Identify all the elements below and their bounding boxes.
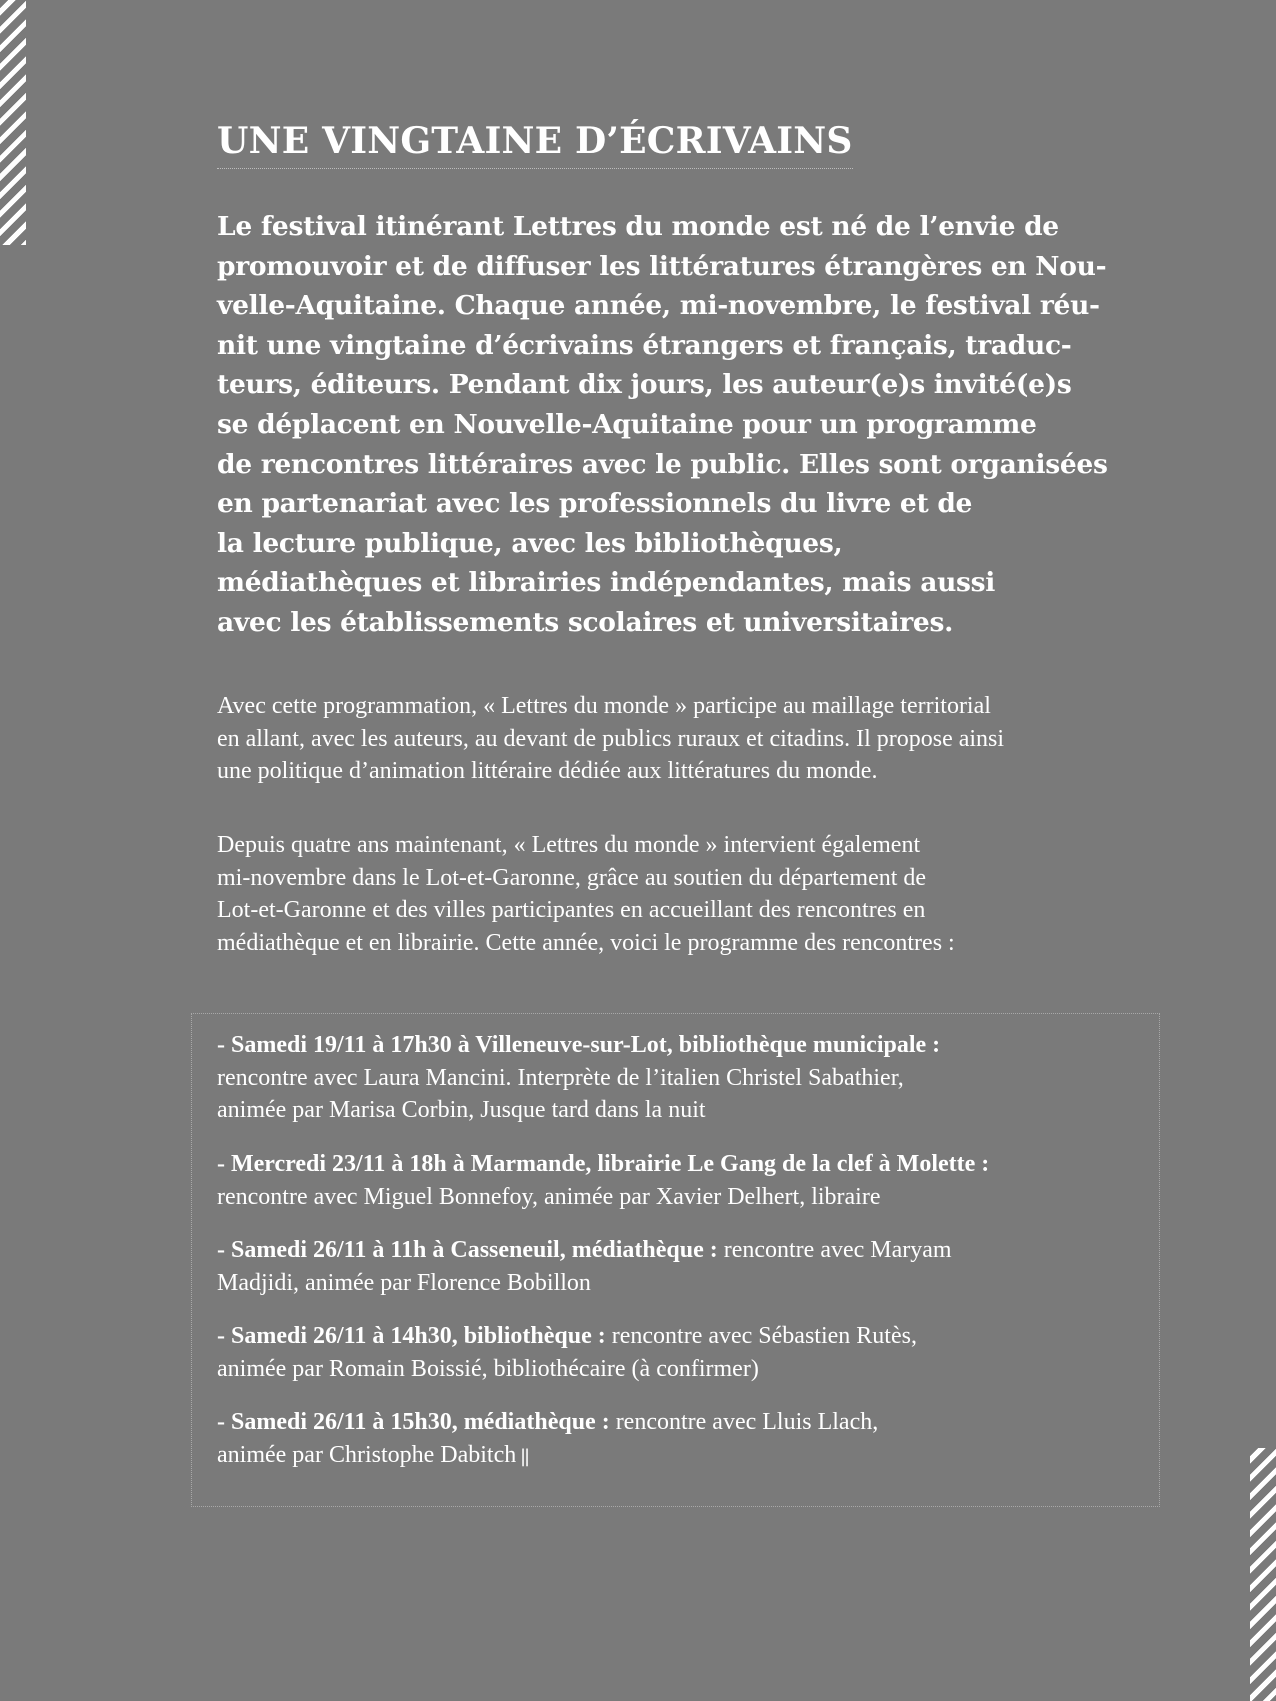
lead-line: teurs, éditeurs. Pendant dix jours, les auteur(e)s invité(e)s (217, 369, 1072, 401)
event-detail-inline: rencontre avec Maryam (717, 1237, 952, 1263)
event-title: - Samedi 19/11 à 17h30 à Villeneuve-sur-Lot, bibliothèque municipale : (217, 1032, 941, 1058)
event-title: - Samedi 26/11 à 14h30, bibliothèque : (217, 1323, 606, 1349)
event-detail: Madjidi, animée par Florence Bobillon (217, 1269, 591, 1296)
program-event (217, 1234, 952, 1299)
event-title: - Samedi 26/11 à 11h à Casseneuil, médiathèque : (217, 1237, 718, 1263)
program-event (217, 1029, 940, 1127)
paragraph-line: mi-novembre dans le Lot-et-Garonne, grâce au soutien du département de (217, 864, 927, 891)
event-title: - Mercredi 23/11 à 18h à Marmande, librairie Le Gang de la clef à Molette : (217, 1151, 990, 1177)
event-detail: animée par Christophe Dabitch (217, 1441, 517, 1468)
paragraph-line: une politique d’animation littéraire dédiée aux littératures du monde. (217, 758, 878, 784)
paragraph-line: Lot-et-Garonne et des villes participantes en accueillant des rencontres en (217, 897, 926, 923)
program-event (217, 1148, 989, 1213)
event-detail: rencontre avec Laura Mancini. Interprète de l’italien Christel Sabathier, (217, 1064, 904, 1091)
program-event (217, 1320, 917, 1385)
event-detail-inline: rencontre avec Lluis Llach, (609, 1409, 879, 1435)
lead-line: avec les établissements scolaires et universitaires. (217, 606, 954, 638)
lead-paragraph (217, 207, 1177, 643)
lead-line: promouvoir et de diffuser les littératures étrangères en Nou- (217, 250, 1107, 282)
event-title: - Samedi 26/11 à 15h30, médiathèque : (217, 1409, 610, 1435)
event-detail: rencontre avec Miguel Bonnefoy, animée par Xavier Delhert, libraire (217, 1183, 881, 1210)
lead-line: en partenariat avec les professionnels du livre et de (217, 488, 973, 520)
diagonal-stripes-right-icon (1250, 1448, 1276, 1701)
lead-line: médiathèques et librairies indépendantes, mais aussi (217, 567, 996, 599)
event-detail-inline: rencontre avec Sébastien Rutès, (605, 1323, 917, 1349)
diagonal-stripes-left-icon (0, 0, 26, 245)
body-paragraph-programming (217, 690, 1004, 788)
paragraph-line: Avec cette programmation, « Lettres du monde » participe au maillage territorial (217, 693, 991, 719)
lead-line: nit une vingtaine d’écrivains étrangers et français, traduc- (217, 329, 1072, 361)
event-detail: animée par Romain Boissié, bibliothécaire (à confirmer) (217, 1355, 759, 1382)
section-heading: UNE VINGTAINE D’ÉCRIVAINS (217, 118, 853, 169)
paragraph-line: Depuis quatre ans maintenant, « Lettres du monde » intervient également (217, 832, 921, 858)
end-of-article-icon: || (516, 1445, 529, 1467)
lead-line: velle-Aquitaine. Chaque année, mi-novembre, le festival réu- (217, 290, 1100, 322)
program-event (217, 1406, 878, 1473)
lead-line: se déplacent en Nouvelle-Aquitaine pour un programme (217, 408, 1037, 440)
event-detail: animée par Marisa Corbin, Jusque tard dans la nuit (217, 1097, 706, 1123)
lead-line: la lecture publique, avec les bibliothèques, (217, 527, 843, 559)
paragraph-line: en allant, avec les auteurs, au devant de publics ruraux et citadins. Il propose ainsi (217, 725, 1005, 752)
lead-line: Le festival itinérant Lettres du monde est né de l’envie de (217, 211, 1059, 242)
lead-line: de rencontres littéraires avec le public. Elles sont organisées (217, 448, 1108, 480)
paragraph-line: médiathèque et en librairie. Cette année, voici le programme des rencontres : (217, 929, 955, 956)
body-paragraph-lot-et-garonne (217, 829, 955, 959)
